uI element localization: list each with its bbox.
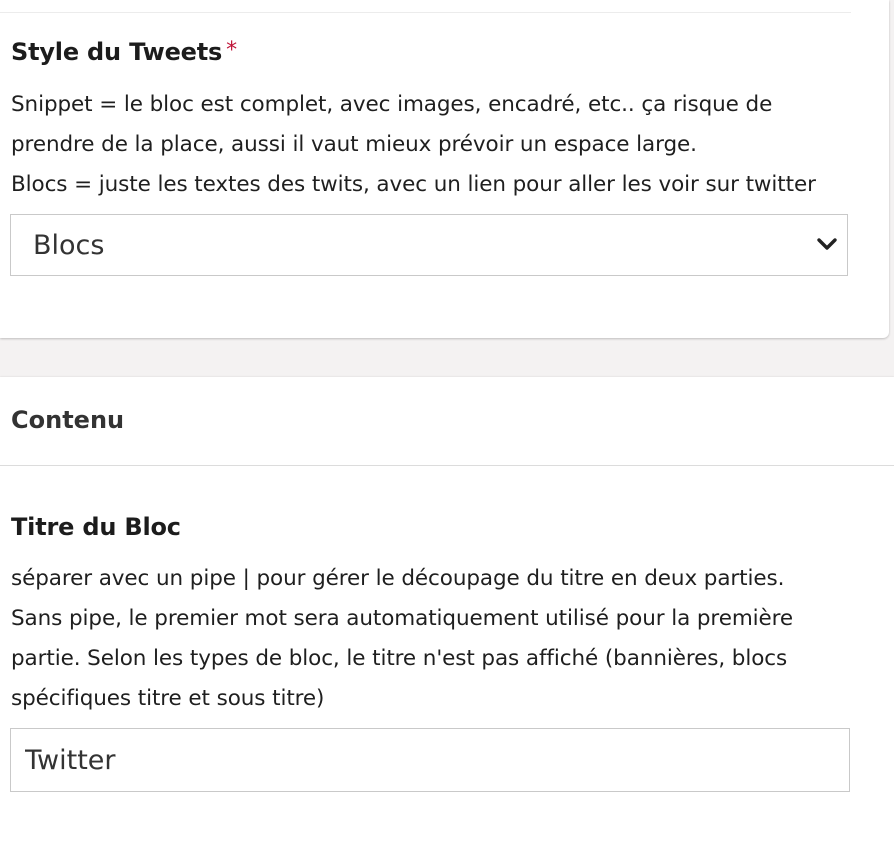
tweet-style-help-line: Blocs = juste les textes des twits, avec un lien pour aller les voir sur twitter bbox=[11, 172, 816, 197]
content-card bbox=[0, 377, 894, 846]
block-title-help-line: séparer avec un pipe | pour gérer le découpage du titre en deux parties. bbox=[11, 566, 785, 591]
required-marker: * bbox=[226, 38, 237, 63]
section-divider bbox=[0, 465, 894, 466]
tweet-style-help bbox=[11, 85, 871, 205]
block-title-help-line: partie. Selon les types de bloc, le titre n'est pas affiché (bannières, blocs bbox=[11, 646, 788, 671]
top-divider bbox=[0, 12, 851, 13]
content-section-title: Contenu bbox=[11, 406, 125, 434]
tweet-style-select[interactable] bbox=[10, 214, 848, 276]
block-title-help bbox=[11, 559, 871, 719]
tweet-style-help-line: prendre de la place, aussi il vaut mieux prévoir un espace large. bbox=[11, 132, 697, 157]
tweet-style-help-line: Snippet = le bloc est complet, avec images, encadré, etc.. ça risque de bbox=[11, 92, 773, 117]
block-title-help-line: spécifiques titre et sous titre) bbox=[11, 686, 325, 711]
block-title-help-line: Sans pipe, le premier mot sera automatiquement utilisé pour la première bbox=[11, 606, 794, 631]
chevron-down-icon bbox=[816, 236, 838, 252]
tweet-style-label bbox=[11, 38, 237, 66]
tweet-style-card bbox=[0, 0, 889, 338]
block-title-label: Titre du Bloc bbox=[11, 513, 181, 541]
block-title-input[interactable] bbox=[10, 728, 850, 792]
tweet-style-selected-value: Blocs bbox=[33, 230, 105, 261]
tweet-style-label-text: Style du Tweets bbox=[11, 38, 223, 66]
